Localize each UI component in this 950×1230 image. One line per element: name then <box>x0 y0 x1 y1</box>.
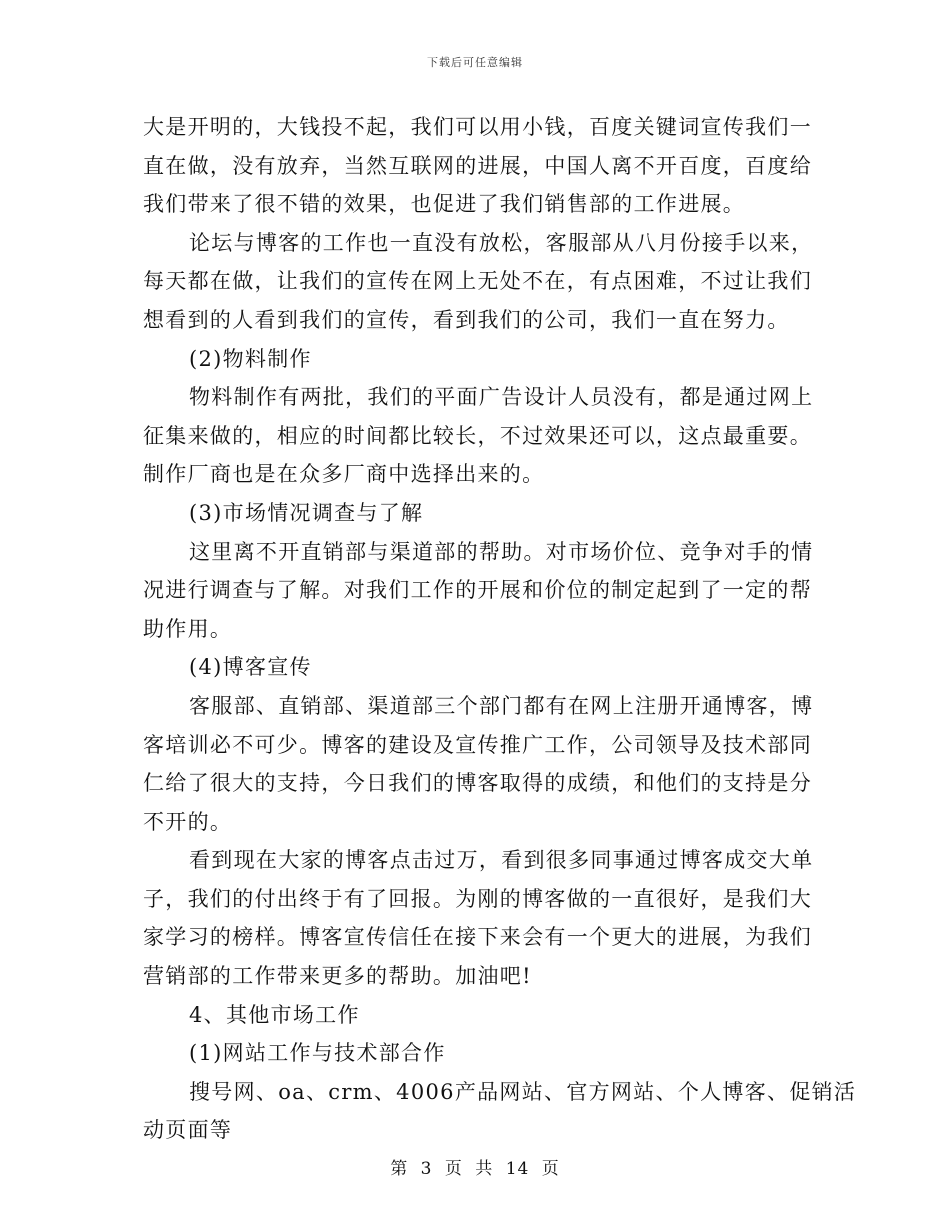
text-line: 客培训必不可少。博客的建设及宣传推广工作，公司领导及技术部同 <box>143 732 812 757</box>
paragraph-first-line: 物料制作有两批，我们的平面广告设计人员没有，都是通过网上 <box>189 385 814 410</box>
text-line: 家学习的榜样。博客宣传信任在接下来会有一个更大的进展，为我们 <box>143 925 812 950</box>
page-number-footer: 第 3 页 共 14 页 <box>390 1159 560 1179</box>
text-line: 不开的。 <box>143 809 233 834</box>
section-heading-market-survey: (3)市场情况调查与了解 <box>189 500 424 525</box>
section-heading-website-work: (1)网站工作与技术部合作 <box>189 1041 446 1066</box>
paragraph-first-line: 搜号网、oa、crm、4006产品网站、官方网站、个人博客、促销活 <box>189 1079 857 1104</box>
text-line: 助作用。 <box>143 616 233 641</box>
page-header: 下载后可任意编辑 <box>427 56 523 69</box>
paragraph-first-line: 客服部、直销部、渠道部三个部门都有在网上注册开通博客，博 <box>189 693 814 718</box>
text-line: 营销部的工作带来更多的帮助。加油吧! <box>143 964 532 989</box>
text-line: 制作厂商也是在众多厂商中选择出来的。 <box>143 462 545 487</box>
text-line: 每天都在做，让我们的宣传在网上无处不在，有点困难，不过让我们 <box>143 269 812 294</box>
text-line: 况进行调查与了解。对我们工作的开展和价位的制定起到了一定的帮 <box>143 578 812 603</box>
text-line: 大是开明的，大钱投不起，我们可以用小钱，百度关键词宣传我们一 <box>143 115 812 139</box>
paragraph-first-line: 论坛与博客的工作也一直没有放松，客服部从八月份接手以来， <box>189 230 814 255</box>
text-line: 动页面等 <box>143 1118 233 1143</box>
text-line: 想看到的人看到我们的宣传，看到我们的公司，我们一直在努力。 <box>143 307 790 332</box>
document-body <box>143 108 857 1150</box>
section-heading-blog-promotion: (4)博客宣传 <box>189 655 312 680</box>
paragraph-first-line: 这里离不开直销部与渠道部的帮助。对市场价位、竞争对手的情 <box>189 539 814 564</box>
section-heading-other-market-work: 4、其他市场工作 <box>189 1002 360 1027</box>
text-line: 直在做，没有放弃，当然互联网的进展，中国人离不开百度，百度给 <box>143 153 812 178</box>
section-heading-materials: (2)物料制作 <box>189 346 312 371</box>
text-line: 征集来做的，相应的时间都比较长，不过效果还可以，这点最重要。 <box>143 423 812 448</box>
text-line: 仁给了很大的支持，今日我们的博客取得的成绩，和他们的支持是分 <box>143 771 812 796</box>
paragraph-first-line: 看到现在大家的博客点击过万，看到很多同事通过博客成交大单 <box>189 848 814 873</box>
text-line: 子，我们的付出终于有了回报。为刚的博客做的一直很好，是我们大 <box>143 886 812 911</box>
text-line: 我们带来了很不错的效果，也促进了我们销售部的工作进展。 <box>143 192 746 217</box>
